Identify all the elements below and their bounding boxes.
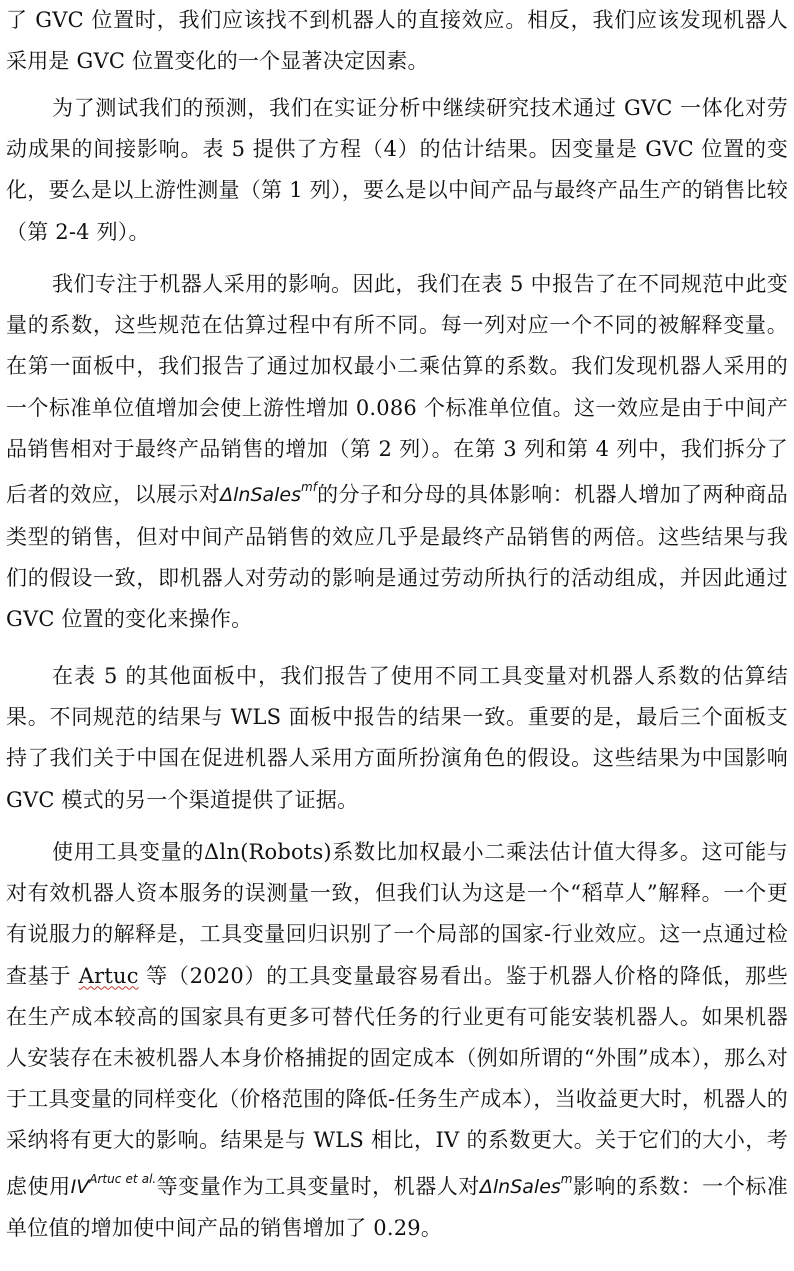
- citation-artuc: Artuc: [78, 963, 139, 988]
- paragraph-text: 的分子和分母的具体影响：机器人增加了两种商品类型的销售，但对中间产品销售的效应几乎是最终产品销售的两倍。这些结果与我们的假设一致，即机器人对劳动的影响是通过劳动所执行的活动组成，并因此通过 GVC 位置的变化来操作。: [6, 482, 788, 631]
- paragraph-text: 为了测试我们的预测，我们在实证分析中继续研究技术通过 GVC 一体化对劳动成果的间接影响。表 5 提供了方程（4）的估计结果。因变量是 GVC 位置的变化，要么是以上游性测量（第 1 列），要么是以中间产品与最终产品生产的销售比较（第 2-4 列）。: [6, 96, 788, 244]
- paragraph-text: 在表 5 的其他面板中，我们报告了使用不同工具变量对机器人系数的估算结果。不同规范的结果与 WLS 面板中报告的结果一致。重要的是，最后三个面板支持了我们关于中国在促进机器人采用方面所扮演角色的假设。这些结果为中国影响 GVC 模式的另一个渠道提供了证据。: [6, 664, 788, 812]
- math-iv-artuc: [70, 1171, 157, 1198]
- paragraph-text: 等变量作为工具变量时，机器人对: [156, 1173, 480, 1198]
- paragraph-test-prediction: [6, 88, 788, 253]
- paragraph-text: 影响的系数：一个标准单位值的增加使中间产品的销售增加了 0.29。: [6, 1173, 789, 1241]
- paragraph-text: 等（2020）的工具变量最容易看出。鉴于机器人价格的降低，那些在生产成本较高的国家具有更多可替代任务的行业更有可能安装机器人。如果机器人安装存在未被机器人本身价格捕捉的固定成本（例如所谓的“外围”成本），那么对于工具变量的同样变化（价格范围的降低-任务生产成本），当收益更大时，机器人的采纳将有更大的影响。结果是与 WLS 相比，IV 的系数更大。关于它们的大小，考虑使用: [6, 963, 788, 1198]
- math-delta-lnsales-mf: [220, 480, 317, 507]
- paragraph-text: 使用工具变量的Δln(Robots)系数比加权最小二乘法估计值大得多。这可能与对有效机器人资本服务的误测量一致，但我们认为这是一个“稻草人”解释。一个更有说服力的解释是，工具变量回归识别了一个局部的国家-行业效应。这一点通过检查基于: [6, 840, 788, 988]
- math-base: ΔlnSales: [220, 484, 302, 507]
- math-superscript: mf: [301, 480, 317, 495]
- paragraph-continuation: [6, 0, 788, 82]
- paragraph-text: 了 GVC 位置时，我们应该找不到机器人的直接效应。相反，我们应该发现机器人采用是 GVC 位置变化的一个显著决定因素。: [6, 8, 788, 74]
- paragraph-robot-adoption: [6, 264, 788, 640]
- math-base: ΔlnSales: [479, 1175, 561, 1198]
- math-delta-lnsales-m: [479, 1171, 573, 1198]
- math-base: IV: [70, 1175, 90, 1198]
- math-superscript: Artuc et al.: [89, 1171, 157, 1186]
- paragraph-iv-estimates: [6, 832, 788, 1249]
- paragraph-text: 我们专注于机器人采用的影响。因此，我们在表 5 中报告了在不同规范中此变量的系数，这些规范在估算过程中有所不同。每一列对应一个不同的被解释变量。在第一面板中，我们报告了通过加权最小二乘估算的系数。我们发现机器人采用的一个标准单位值增加会使上游性增加 0.086 个标准单位值。这一效应是由于中间产品销售相对于最终产品销售的增加（第 2 列）。在第 3 列和第 4 列中，我们拆分了后者的效应，以展示对: [6, 272, 788, 507]
- math-superscript: m: [560, 1171, 573, 1186]
- paragraph-other-panels: [6, 656, 788, 821]
